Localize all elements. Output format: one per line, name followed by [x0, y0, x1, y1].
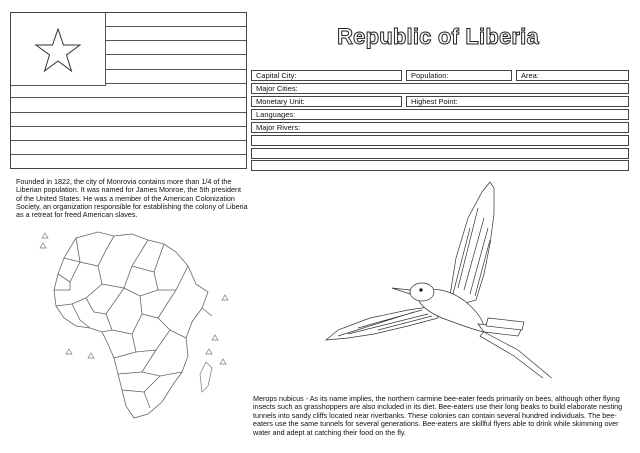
area-field[interactable] [516, 70, 629, 81]
population-field[interactable] [406, 70, 512, 81]
area-label: Area: [521, 71, 539, 80]
major-rivers-line-2[interactable] [251, 135, 629, 146]
capital-city-label: Capital City: [256, 71, 297, 80]
major-rivers-line-4[interactable] [251, 160, 629, 171]
star-icon [11, 13, 105, 85]
liberia-flag [10, 12, 247, 169]
major-cities-field[interactable] [251, 83, 629, 94]
highest-point-label: Highest Point: [411, 97, 458, 106]
major-rivers-field[interactable] [251, 122, 629, 133]
intro-paragraph: Founded in 1822, the city of Monrovia contains more than 1/4 of the Liberian population. It was named for James Monroe, the 5th president of the United States. He was a member of the American Colonization Society, an organization responsible for establishing the colony of Liberia as a retreat for freed American slaves. [16, 177, 248, 220]
bird-description: Merops nubicus - As its name implies, the northern carmine bee-eater feeds primarily on bees, although other flying insects such as grasshoppers are also included in its diet. Bee-eaters use their long beaks to build elaborate nesting tunnels into sandy cliffs located near riverbanks. These colonies can contain several hundred individuals. The bee-eaters use the same tunnels for several generations. Bee-eaters are skillful flyers able to drink while skimming over water and adept at catching their food on the fly. [253, 394, 623, 437]
monetary-unit-field[interactable] [251, 96, 402, 107]
population-label: Population: [411, 71, 449, 80]
major-rivers-line-3[interactable] [251, 148, 629, 159]
page-title: Republic of Liberia [337, 24, 539, 49]
flag-canton [11, 13, 106, 86]
highest-point-field[interactable] [406, 96, 629, 107]
bee-eater-illustration [318, 178, 558, 378]
languages-label: Languages: [256, 110, 296, 119]
capital-city-field[interactable] [251, 70, 402, 81]
africa-map-outline [36, 226, 236, 446]
languages-field[interactable] [251, 109, 629, 120]
monetary-unit-label: Monetary Unit: [256, 97, 305, 106]
major-cities-label: Major Cities: [256, 84, 298, 93]
major-rivers-label: Major Rivers: [256, 123, 301, 132]
